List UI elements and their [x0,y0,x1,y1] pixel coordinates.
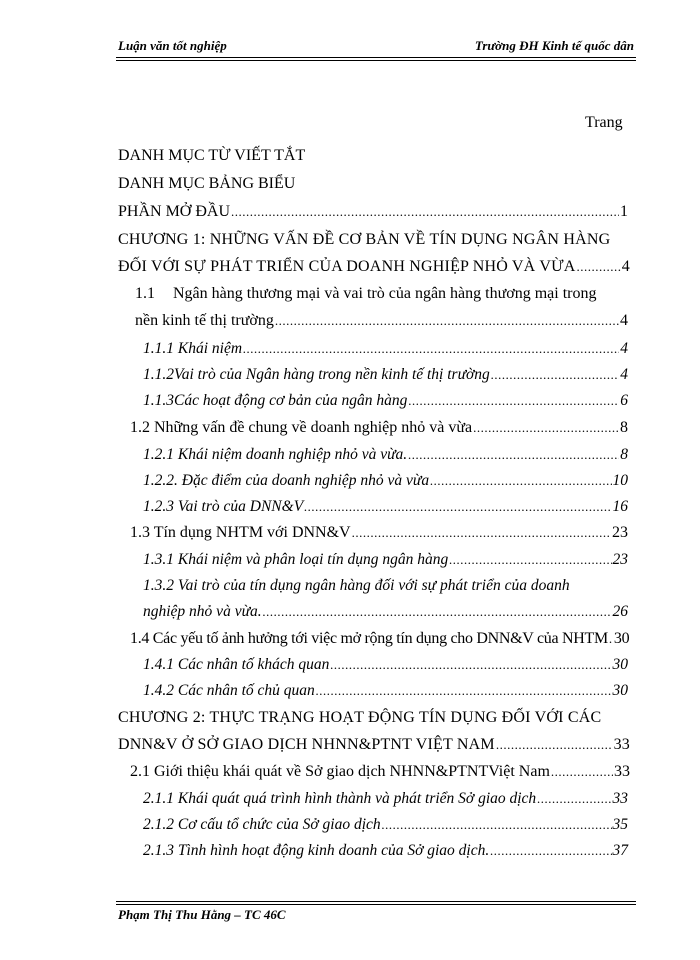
toc-section-1-2-2: 1.2.2. Đặc điểm của doanh nghiệp nhỏ và vừa ..... 10 [143,472,628,490]
toc-section-2-1-3: 2.1.3 Tình hình hoạt động kinh doanh của Sở giao dịch. ..... 37 [143,842,628,860]
header-right: Trường ĐH Kinh tế quốc dân [474,38,634,53]
toc-section-1-2-3: 1.2.3 Vai trò của DNN&V ..... 16 [143,498,628,516]
toc-section-1-3-1: 1.3.1 Khái niệm và phân loại tín dụng ngân hàng ..... 23 [143,551,628,569]
toc-section-1-1-line2: nền kinh tế thị trường ..... 4 [135,312,628,330]
toc-entry-text: PHẦN MỞ ĐẦU [118,203,231,220]
toc-section-2-1-1: 2.1.1 Khái quát quá trình hình thành và phát triển Sở giao dịch ..... 33 [143,790,628,808]
toc-section-1-1-number: 1.1 [135,285,155,302]
toc-section-2-1-2: 2.1.2 Cơ cấu tổ chức của Sở giao dịch ..... 35 [143,816,628,834]
toc-chapter-1-line2: ĐỐI VỚI SỰ PHÁT TRIỂN CỦA DOANH NGHIỆP NHỎ VÀ VỪA ..... 4 [118,258,630,276]
toc-section-1-3-2-line2: nghiệp nhỏ và vừa. ..... 26 [143,603,628,621]
footer-rule [116,901,636,905]
header-rule [116,57,636,61]
page-column-label: Trang [585,114,623,131]
toc-section-1-4-2: 1.4.2 Các nhân tố chủ quan ..... 30 [143,682,628,700]
toc-section-1-4: 1.4 Các yếu tố ảnh hưởng tới việc mở rộng tín dụng cho DNN&V của NHTM ..... 30 [130,630,630,648]
toc-section-1-1-2: 1.1.2Vai trò của Ngân hàng trong nền kinh tế thị trường ..... 4 [143,366,628,384]
toc-section-1-1-3: 1.1.3Các hoạt động cơ bản của ngân hàng ..... 6 [143,392,628,410]
toc-section-1-1-line1: Ngân hàng thương mại và vai trò của ngân hàng thương mại trong [173,285,597,302]
toc-abbreviations: DANH MỤC TỪ VIẾT TẮT [118,147,306,164]
footer-author: Phạm Thị Thu Hằng – TC 46C [118,907,286,922]
toc-section-1-3-2-line1: 1.3.2 Vai trò của tín dụng ngân hàng đối với sự phát triển của doanh [143,577,570,594]
toc-section-2-1: 2.1 Giới thiệu khái quát về Sở giao dịch NHNN&PTNTViệt Nam ..... 33 [130,763,630,781]
toc-tables: DANH MỤC BẢNG BIỂU [118,175,296,192]
toc-entry-page: 1 [620,203,628,220]
toc-chapter-2-line2: DNN&V Ở SỞ GIAO DỊCH NHNN&PTNT VIỆT NAM ..... 33 [118,736,630,754]
toc-section-1-2: 1.2 Những vấn đề chung về doanh nghiệp nhỏ và vừa ..... 8 [130,419,628,437]
toc-section-1-3: 1.3 Tín dụng NHTM với DNN&V ..... 23 [130,524,628,542]
toc-chapter-2-line1: CHƯƠNG 2: THỰC TRẠNG HOẠT ĐỘNG TÍN DỤNG ĐỐI VỚI CÁC [118,709,602,726]
toc-entry-intro [118,203,628,221]
toc-chapter-1-line1: CHƯƠNG 1: NHỮNG VẤN ĐỀ CƠ BẢN VỀ TÍN DỤNG NGÂN HÀNG [118,231,611,248]
toc-section-1-2-1: 1.2.1 Khái niệm doanh nghiệp nhỏ và vừa. ..... 8 [143,446,628,464]
toc-section-1-4-1: 1.4.1 Các nhân tố khách quan ..... 30 [143,656,628,674]
header-left: Luận văn tốt nghiệp [118,38,227,53]
toc-section-1-1-1: 1.1.1 Khái niệm ..... 4 [143,340,628,358]
